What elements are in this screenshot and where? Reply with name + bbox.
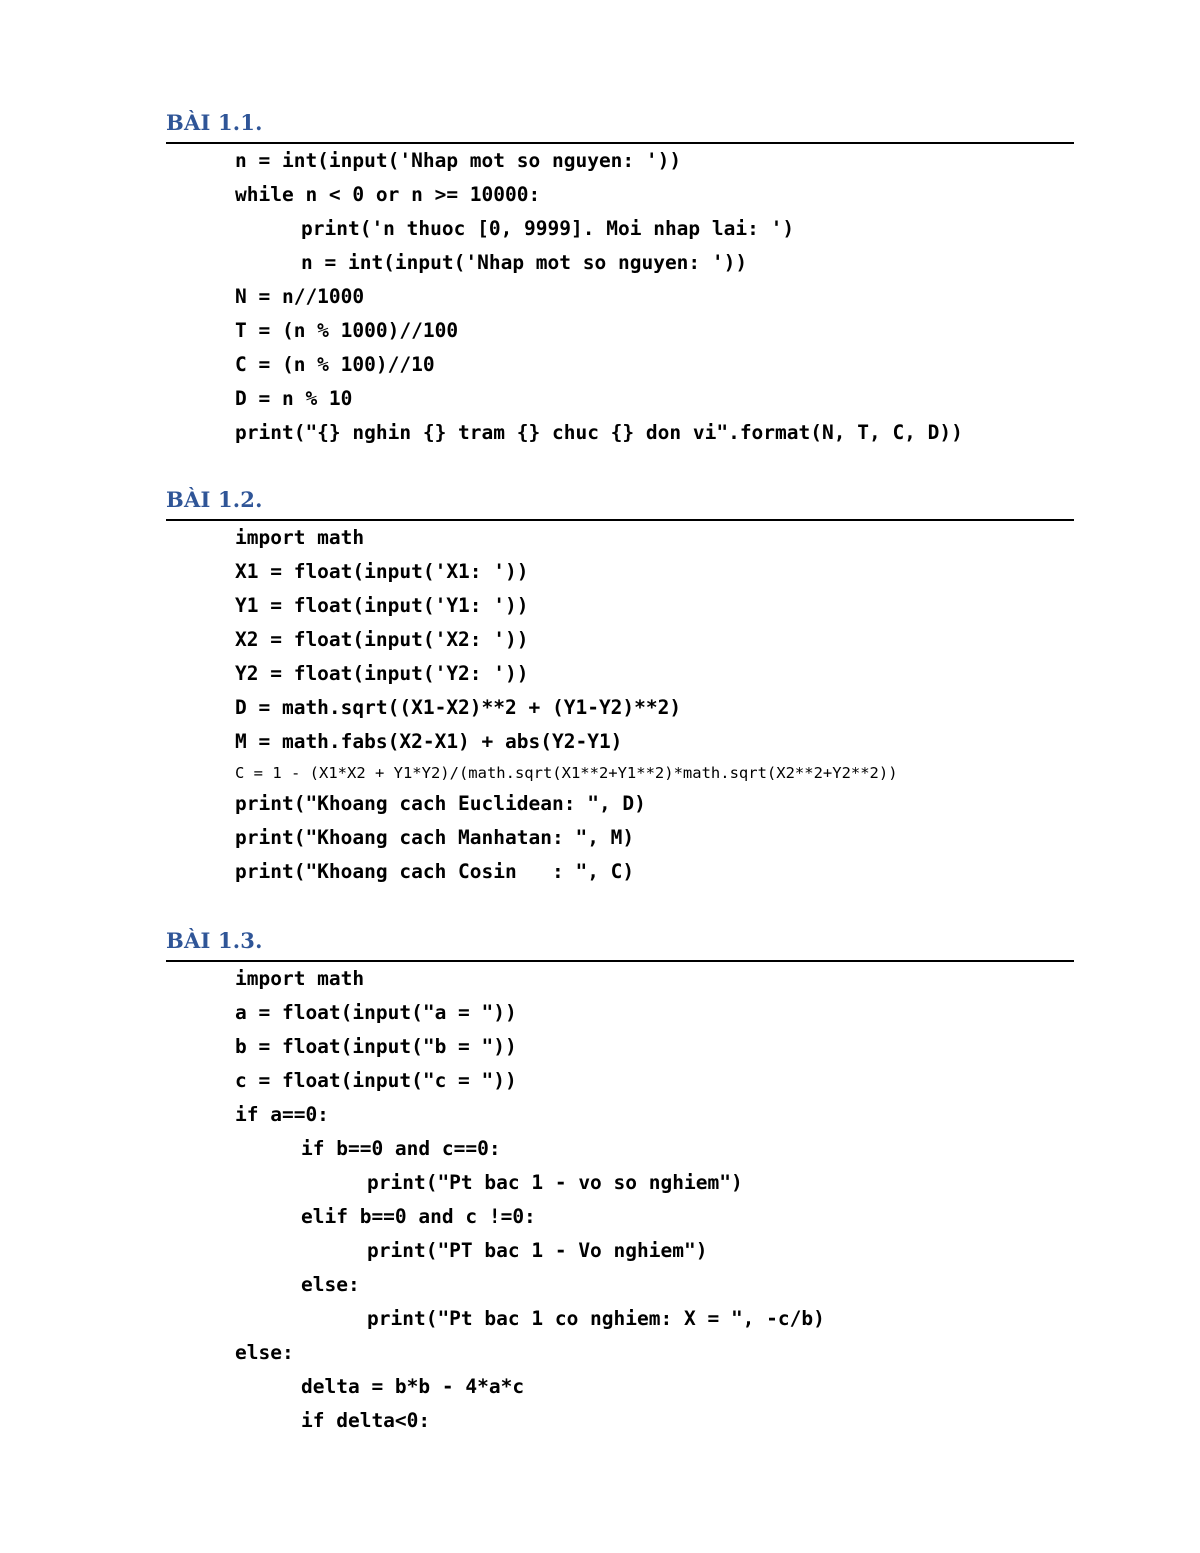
code-block	[235, 144, 1075, 450]
section-bai-1-2	[166, 487, 1074, 521]
code-block	[235, 521, 1075, 889]
code-line: D = n % 10	[235, 387, 353, 410]
code-line: delta = b*b - 4*a*c	[301, 1375, 525, 1398]
code-line: print("Khoang cach Manhatan: ", M)	[235, 826, 635, 849]
code-line: print("{} nghin {} tram {} chuc {} don vi".format(N, T, C, D))	[235, 421, 963, 444]
section-title: BÀI 1.2.	[166, 487, 263, 512]
code-line: else:	[235, 1341, 294, 1364]
code-line: if a==0:	[235, 1103, 329, 1126]
code-line: N = n//1000	[235, 285, 365, 308]
code-line: Y1 = float(input('Y1: '))	[235, 594, 529, 617]
code-line: n = int(input('Nhap mot so nguyen: '))	[301, 251, 748, 274]
code-line: import math	[235, 526, 365, 549]
section-title: BÀI 1.3.	[166, 928, 263, 953]
code-line: C = 1 - (X1*X2 + Y1*Y2)/(math.sqrt(X1**2+Y1**2)*math.sqrt(X2**2+Y2**2))	[235, 764, 898, 782]
code-line: Y2 = float(input('Y2: '))	[235, 662, 529, 685]
code-line: print("PT bac 1 - Vo nghiem")	[367, 1239, 708, 1262]
code-line: print('n thuoc [0, 9999]. Moi nhap lai: ')	[301, 217, 795, 240]
code-line: while n < 0 or n >= 10000:	[235, 183, 541, 206]
code-line: else:	[301, 1273, 360, 1296]
code-line: C = (n % 100)//10	[235, 353, 435, 376]
code-line: b = float(input("b = "))	[235, 1035, 517, 1058]
code-line: n = int(input('Nhap mot so nguyen: '))	[235, 149, 682, 172]
code-line: X1 = float(input('X1: '))	[235, 560, 529, 583]
code-line: import math	[235, 967, 365, 990]
code-line: print("Khoang cach Euclidean: ", D)	[235, 792, 646, 815]
code-line: print("Pt bac 1 - vo so nghiem")	[367, 1171, 743, 1194]
code-line: print("Khoang cach Cosin : ", C)	[235, 860, 635, 883]
code-line: print("Pt bac 1 co nghiem: X = ", -c/b)	[367, 1307, 825, 1330]
code-line: D = math.sqrt((X1-X2)**2 + (Y1-Y2)**2)	[235, 696, 682, 719]
code-line: elif b==0 and c !=0:	[301, 1205, 536, 1228]
code-line: if delta<0:	[301, 1409, 431, 1432]
code-line: T = (n % 1000)//100	[235, 319, 459, 342]
code-block	[235, 962, 1075, 1438]
code-line: c = float(input("c = "))	[235, 1069, 517, 1092]
code-line: if b==0 and c==0:	[301, 1137, 501, 1160]
code-line: X2 = float(input('X2: '))	[235, 628, 529, 651]
code-line: M = math.fabs(X2-X1) + abs(Y2-Y1)	[235, 730, 623, 753]
code-line: a = float(input("a = "))	[235, 1001, 517, 1024]
section-bai-1-1	[166, 110, 1074, 144]
section-bai-1-3	[166, 928, 1074, 962]
section-title: BÀI 1.1.	[166, 110, 263, 135]
